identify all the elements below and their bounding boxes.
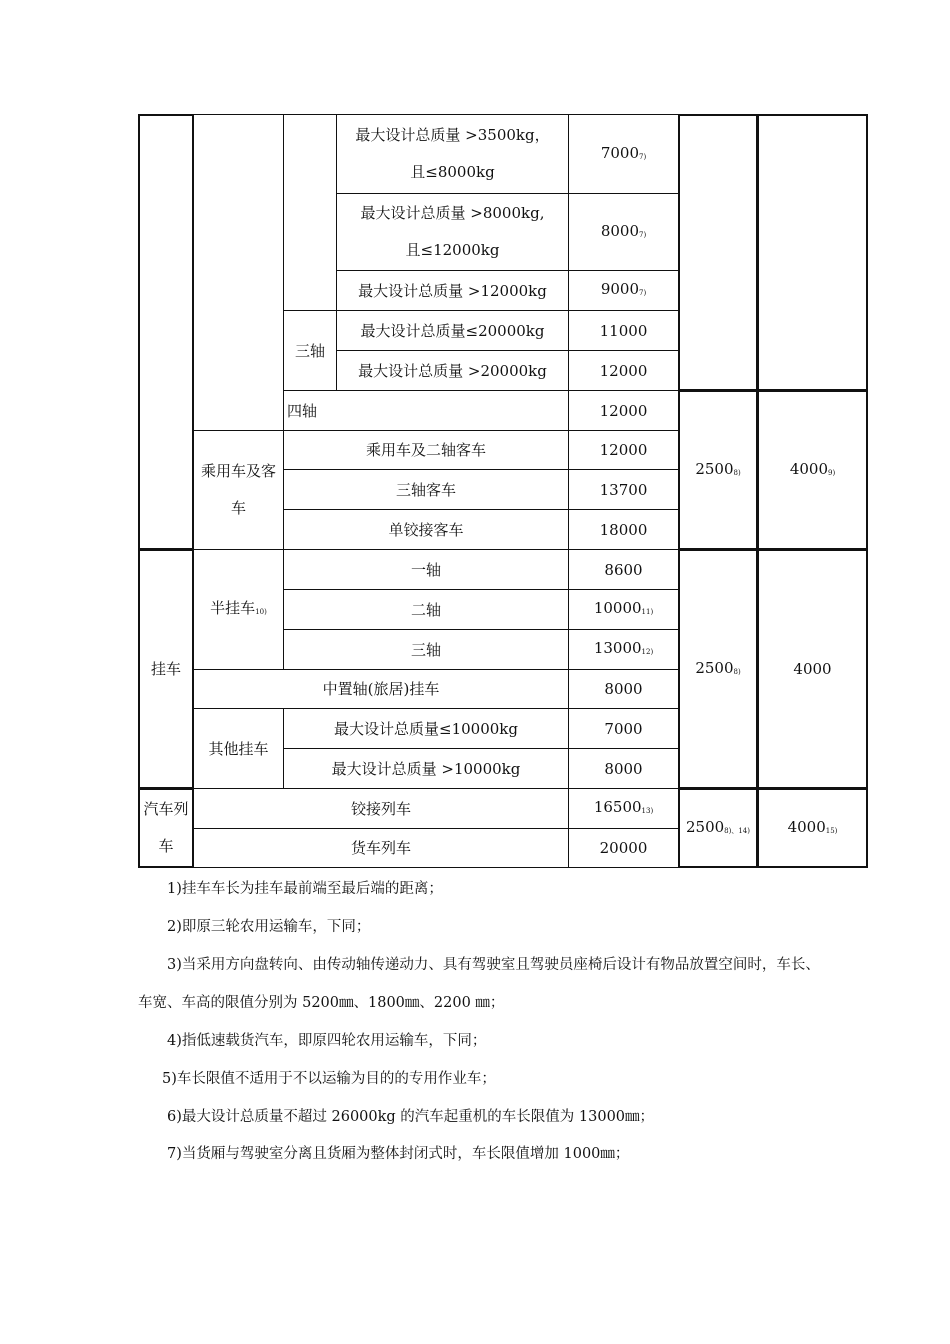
height-cell xyxy=(757,390,868,550)
height-cell xyxy=(757,788,868,868)
length-note: 7) xyxy=(639,289,647,297)
length-cell xyxy=(568,310,679,351)
footnote: 4)指低速载货汽车，即原四轮农用运输车，下同； xyxy=(167,1033,487,1049)
footnote: 车宽、车高的限值分别为 5200㎜、1800㎜、2200 ㎜； xyxy=(138,995,505,1011)
length-value: 13700 xyxy=(599,480,648,499)
passenger-label-line1: 乘用车及客 xyxy=(200,462,276,480)
footnote: 6)最大设计总质量不超过 26000kg 的汽车起重机的车长限值为 13000㎜； xyxy=(167,1109,655,1125)
subcategory-cell-truck xyxy=(193,114,284,431)
row-four-axle xyxy=(283,390,569,431)
semi-two-axle-label: 二轴 xyxy=(410,600,441,619)
semi-three-axle-label: 三轴 xyxy=(410,640,441,659)
semi-one-axle-label: 一轴 xyxy=(410,560,441,579)
row-desc-over-20000 xyxy=(336,350,569,391)
other-heavy-label: 最大设计总质量 >10000kg xyxy=(331,759,521,778)
desc-3500-8000-line1: 最大设计总质量 >3500kg， xyxy=(355,126,550,144)
row-articulated-train xyxy=(193,788,569,829)
category-cell-trailer xyxy=(138,549,194,789)
row-desc-le-20000 xyxy=(336,310,569,351)
length-value: 18000 xyxy=(599,520,648,539)
semi-trailer-note: 10) xyxy=(255,608,267,616)
desc-over-12000-label: 最大设计总质量 >12000kg xyxy=(358,281,547,300)
length-note: 12) xyxy=(641,648,654,656)
desc-over-20000-label: 最大设计总质量 >20000kg xyxy=(358,361,547,380)
subcategory-cell-other-trailer xyxy=(193,708,284,789)
width-cell-truck-continued xyxy=(678,114,758,391)
row-desc-3500-8000 xyxy=(336,114,569,194)
length-value: 12000 xyxy=(599,361,648,380)
length-cell xyxy=(568,629,679,670)
length-note: 7) xyxy=(639,230,647,239)
height-note: 15) xyxy=(825,826,838,835)
length-value: 8000 xyxy=(604,680,643,698)
three-axle-label: 三轴 xyxy=(294,341,325,360)
length-value: 20000 xyxy=(599,839,648,857)
height-note: 9) xyxy=(828,468,836,477)
row-truck-train xyxy=(193,828,569,868)
row-articulated-bus xyxy=(283,509,569,550)
row-desc-over-12000 xyxy=(336,270,569,311)
length-cell xyxy=(568,828,679,868)
length-note: 7) xyxy=(639,152,647,161)
length-cell xyxy=(568,193,679,271)
desc-8000-12000-line2: 且≤12000kg xyxy=(405,241,500,259)
row-three-axle-bus xyxy=(283,469,569,510)
length-cell xyxy=(568,708,679,749)
passenger-label-line2: 车 xyxy=(230,499,246,517)
length-value: 9000 xyxy=(600,280,639,298)
length-value: 8000 xyxy=(600,221,639,240)
length-cell xyxy=(568,549,679,590)
length-cell xyxy=(568,114,679,194)
height-value: 4000 xyxy=(787,817,826,836)
footnote: 7)当货厢与驾驶室分离且货厢为整体封闭式时，车长限值增加 1000㎜； xyxy=(167,1146,630,1162)
axle-cell-two-axle xyxy=(283,114,337,311)
length-value: 11000 xyxy=(599,321,648,340)
length-value: 7000 xyxy=(600,143,639,162)
width-note: 8) xyxy=(733,468,741,477)
height-value: 4000 xyxy=(793,660,832,678)
footnote: 5)车长限值不适用于不以运输为目的的专用作业车； xyxy=(162,1071,496,1087)
width-cell xyxy=(678,549,758,789)
length-cell xyxy=(568,669,679,709)
width-cell xyxy=(678,390,758,550)
other-trailer-label: 其他挂车 xyxy=(208,739,269,758)
row-semi-two-axle xyxy=(283,589,569,630)
length-cell xyxy=(568,509,679,550)
row-passenger-two-axle xyxy=(283,430,569,470)
length-value: 16500 xyxy=(593,798,642,816)
articulated-bus-label: 单铰接客车 xyxy=(388,520,464,539)
footnote: 3)当采用方向盘转向、由传动轴传递动力、具有驾驶室且驾驶员座椅后设计有物品放置空间时，车长、 xyxy=(167,957,820,973)
road-train-label-line1: 汽车列 xyxy=(143,800,189,818)
length-cell xyxy=(568,589,679,630)
other-light-label: 最大设计总质量≤10000kg xyxy=(334,719,518,738)
four-axle-label: 四轴 xyxy=(287,401,318,420)
row-semi-three-axle xyxy=(283,629,569,670)
width-cell xyxy=(678,788,758,868)
width-note: 8)、14) xyxy=(724,826,750,835)
length-value: 8000 xyxy=(604,759,643,778)
footnote: 1)挂车车长为挂车最前端至最后端的距离； xyxy=(167,881,443,897)
width-value: 2500 xyxy=(685,817,725,836)
semi-trailer-label: 半挂车 xyxy=(210,599,256,617)
three-axle-bus-label: 三轴客车 xyxy=(395,480,456,499)
footnote: 2)即原三轮农用运输车，下同； xyxy=(167,919,371,935)
length-value: 7000 xyxy=(604,719,643,738)
length-cell xyxy=(568,788,679,829)
row-other-heavy xyxy=(283,748,569,789)
desc-le-20000-label: 最大设计总质量≤20000kg xyxy=(360,321,545,340)
length-value: 12000 xyxy=(599,401,648,420)
length-cell xyxy=(568,390,679,431)
subcategory-cell-passenger xyxy=(193,430,284,550)
height-value: 4000 xyxy=(789,459,828,478)
length-cell xyxy=(568,270,679,311)
length-note: 13) xyxy=(641,807,654,815)
row-semi-one-axle xyxy=(283,549,569,590)
width-value: 2500 xyxy=(695,658,734,677)
row-center-axle-trailer xyxy=(193,669,569,709)
length-note: 11) xyxy=(641,608,654,616)
length-cell xyxy=(568,430,679,470)
category-cell-road-train xyxy=(138,788,194,868)
height-cell xyxy=(757,549,868,789)
length-value: 13000 xyxy=(593,639,642,657)
width-note: 8) xyxy=(733,667,741,676)
category-cell-truck xyxy=(138,114,194,550)
subcategory-cell-semi-trailer xyxy=(193,549,284,670)
articulated-train-label: 铰接列车 xyxy=(350,799,411,818)
length-value: 12000 xyxy=(599,441,648,459)
row-desc-8000-12000 xyxy=(336,193,569,271)
center-axle-trailer-label: 中置轴(旅居)挂车 xyxy=(322,680,440,698)
height-cell-truck-continued xyxy=(757,114,868,391)
desc-3500-8000-line2: 且≤8000kg xyxy=(410,163,495,181)
trailer-label: 挂车 xyxy=(150,660,181,678)
length-value: 10000 xyxy=(593,599,642,617)
length-value: 8600 xyxy=(604,560,643,579)
row-other-light xyxy=(283,708,569,749)
truck-train-label: 货车列车 xyxy=(350,839,411,857)
length-cell xyxy=(568,469,679,510)
length-cell xyxy=(568,350,679,391)
road-train-label-line2: 车 xyxy=(158,837,174,855)
length-cell xyxy=(568,748,679,789)
width-value: 2500 xyxy=(695,459,734,478)
desc-8000-12000-line1: 最大设计总质量 >8000kg, xyxy=(360,204,545,222)
axle-cell-three-axle xyxy=(283,310,337,391)
passenger-two-axle-label: 乘用车及二轴客车 xyxy=(365,441,486,459)
